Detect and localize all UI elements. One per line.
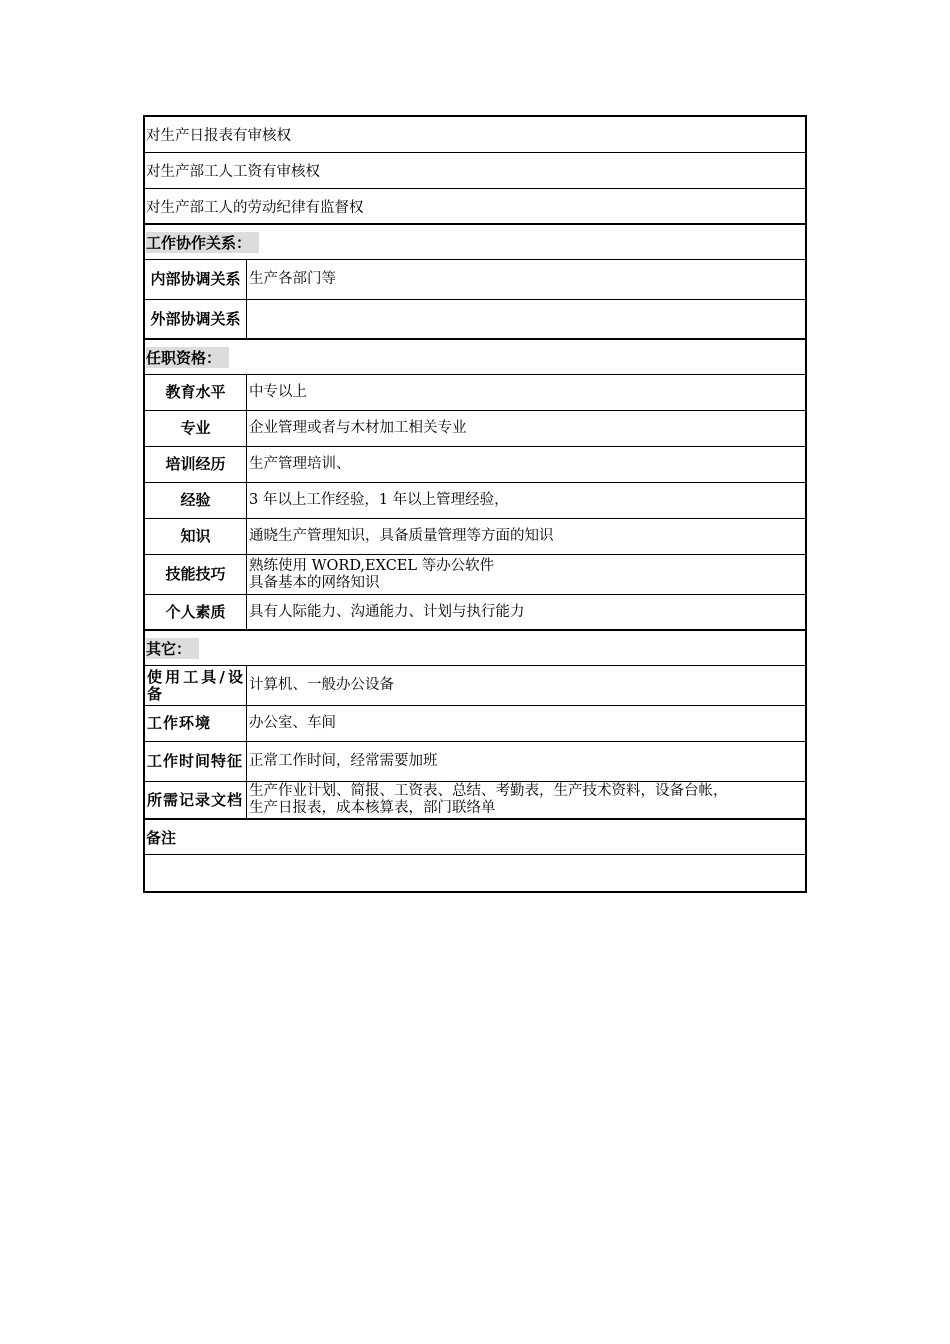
table-row [145, 666, 805, 706]
row-label: 使用工具/设备 [145, 666, 247, 705]
row-label: 所需记录文档 [145, 782, 247, 818]
row-value: 具有人际能力、沟通能力、计划与执行能力 [249, 603, 525, 620]
row-label: 外部协调关系 [145, 300, 247, 338]
row-value: 正常工作时间，经常需要加班 [249, 753, 438, 769]
table-row [145, 595, 805, 631]
remarks-row [145, 855, 805, 891]
row-label: 教育水平 [145, 375, 247, 410]
job-description-table [143, 115, 807, 893]
row-value: 计算机、一般办公设备 [249, 677, 394, 693]
rights-text: 对生产部工人的劳动纪律有监督权 [146, 199, 364, 216]
rights-row [145, 153, 805, 189]
value-line: 生产作业计划、简报、工资表、总结、考勤表，生产技术资料，设备台帐， [249, 783, 728, 799]
row-value: 生产管理培训、 [249, 456, 351, 472]
row-label: 专业 [145, 411, 247, 446]
row-label: 工作环境 [145, 706, 247, 741]
value-line: 熟练使用 WORD,EXCEL 等办公软件 [249, 557, 495, 574]
row-value: 通晓生产管理知识，具备质量管理等方面的知识 [249, 528, 554, 544]
table-row [145, 483, 805, 519]
table-row [145, 519, 805, 555]
table-row [145, 411, 805, 447]
row-label: 培训经历 [145, 447, 247, 482]
value-line: 具备基本的网络知识 [249, 574, 380, 591]
row-label: 工作时间特征 [145, 742, 247, 781]
row-label: 个人素质 [145, 595, 247, 629]
row-label: 内部协调关系 [145, 260, 247, 299]
row-label: 技能技巧 [145, 555, 247, 594]
section-heading-coordination [145, 225, 805, 260]
row-value: 办公室、车间 [249, 715, 336, 731]
row-label: 经验 [145, 483, 247, 518]
table-row [145, 300, 805, 340]
section-heading-qualifications [145, 340, 805, 375]
section-heading-remarks [145, 820, 805, 855]
rights-row [145, 117, 805, 153]
rights-row [145, 189, 805, 225]
row-value: 企业管理或者与木材加工相关专业 [249, 420, 467, 436]
row-label: 知识 [145, 519, 247, 554]
section-title: 工作协作关系： [146, 232, 259, 253]
value-line: 生产日报表，成本核算表，部门联络单 [249, 800, 496, 816]
table-row [145, 742, 805, 782]
section-title: 其它： [146, 638, 199, 659]
row-value: 生产各部门等 [249, 271, 336, 287]
row-value [247, 555, 805, 594]
table-row [145, 447, 805, 483]
row-value: 3 年以上工作经验，1 年以上管理经验， [249, 492, 509, 508]
row-value [247, 782, 805, 818]
table-row [145, 375, 805, 411]
row-value [247, 300, 805, 338]
section-title: 备注 [146, 828, 177, 847]
rights-text: 对生产日报表有审核权 [146, 128, 291, 144]
table-row [145, 706, 805, 742]
row-value: 中专以上 [249, 384, 307, 400]
table-row [145, 782, 805, 820]
rights-text: 对生产部工人工资有审核权 [146, 164, 320, 180]
table-row [145, 555, 805, 595]
remarks-value [145, 855, 805, 891]
section-heading-other [145, 631, 805, 666]
section-title: 任职资格： [146, 347, 229, 368]
table-row [145, 260, 805, 300]
